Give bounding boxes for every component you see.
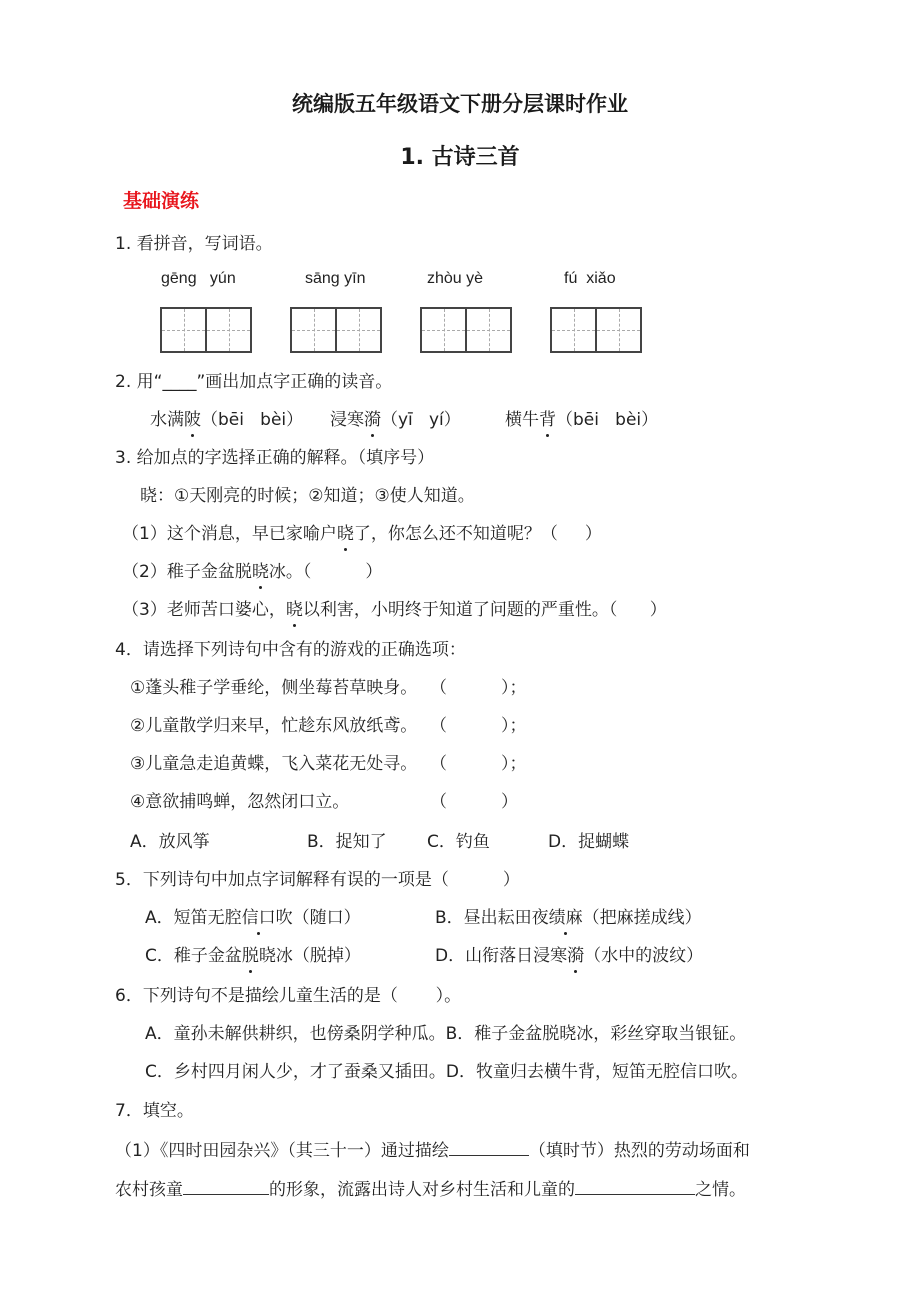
q6-options-row-2[interactable]: C．乡村四月闲人少，才了蚕桑又插田。D．牧童归去横牛背，短笛无腔信口吹。 (145, 1062, 748, 1082)
q4-answer-2[interactable]: （ ）； (430, 716, 527, 736)
q5-option-b[interactable] (435, 906, 702, 930)
q4-option-c[interactable]: C．钓鱼 (427, 832, 490, 852)
option-text: D．山衔落日浸寒 (435, 946, 568, 966)
grid-cell[interactable] (205, 309, 250, 351)
writing-grid-1[interactable] (160, 307, 252, 353)
q5-option-c[interactable] (145, 944, 361, 968)
q3-answer-paren[interactable]: 以利害，小明终于知道了问题的严重性。（ ） (302, 600, 667, 620)
q2-item-text: 横牛 (505, 410, 539, 430)
q2-item-2 (330, 408, 461, 432)
lesson-title: 1. 古诗三首 (400, 145, 520, 170)
q3-item-2 (122, 560, 382, 584)
q3-item-text: （1）这个消息，早已家喻户 (122, 524, 337, 544)
q5-option-d[interactable] (435, 944, 703, 968)
dotted-char: 信口 (241, 908, 276, 928)
q2-options[interactable]: （bēi bèi） (201, 410, 304, 430)
option-text: C．稚子金盆 (145, 946, 242, 966)
q4-answer-4[interactable]: （ ） (430, 792, 519, 812)
q4-prompt: 4．请选择下列诗句中含有的游戏的正确选项： (115, 640, 466, 660)
dotted-char: 漪 (364, 410, 381, 430)
dotted-char: 绩麻 (548, 908, 583, 928)
q4-option-d[interactable]: D．捉蝴蝶 (548, 832, 630, 852)
q5-prompt: 5．下列诗句中加点字词解释有误的一项是（ ） (115, 870, 520, 890)
grid-cell[interactable] (465, 309, 510, 351)
worksheet-title: 统编版五年级语文下册分层课时作业 (292, 92, 628, 116)
q2-options[interactable]: （yī yí） (381, 410, 461, 430)
dotted-char: 晓 (285, 600, 303, 620)
q2-prompt (115, 370, 392, 394)
fill-blank-feeling[interactable] (575, 1176, 695, 1195)
writing-grid-2[interactable] (290, 307, 382, 353)
q4-answer-1[interactable]: （ ）； (430, 678, 527, 698)
q7-prompt: 7．填空。 (115, 1101, 194, 1121)
grid-cell[interactable] (595, 309, 640, 351)
q6-options-row-1[interactable]: A．童孙未解供耕织，也傍桑阴学种瓜。B．稚子金盆脱晓冰，彩丝穿取当银钲。 (145, 1024, 747, 1044)
option-text: （把麻搓成线） (582, 908, 702, 928)
option-text: 晓冰（脱掉） (258, 946, 361, 966)
q7-text: 之情。 (695, 1180, 746, 1200)
grid-cell[interactable] (292, 309, 335, 351)
q1-pinyin-4: fú xiǎo (564, 270, 616, 287)
q5-option-a[interactable] (145, 906, 361, 930)
q4-item-3: ③儿童急走追黄蝶，飞入菜花无处寻。 (130, 754, 418, 774)
fill-blank-image[interactable] (183, 1176, 269, 1195)
q3-answer-paren[interactable]: 冰。（ ） (268, 562, 383, 582)
q2-item-1 (150, 408, 303, 432)
grid-cell[interactable] (335, 309, 380, 351)
q3-item-text: （3）老师苦口婆心， (122, 600, 286, 620)
q2-prompt-a: 2. 用“ (115, 372, 163, 392)
q3-answer-paren[interactable]: 了，你怎么还不知道呢？（ ） (353, 524, 602, 544)
q1-prompt: 1. 看拼音，写词语。 (115, 234, 273, 254)
q3-prompt: 3. 给加点的字选择正确的解释。（填序号） (115, 448, 435, 468)
option-text: B．昼出耘田夜 (435, 908, 549, 928)
q7-sub1-line1 (115, 1137, 750, 1163)
q7-text: 农村孩童 (115, 1180, 183, 1200)
dotted-char: 背 (539, 410, 556, 430)
option-text: （水中的波纹） (584, 946, 704, 966)
q6-prompt: 6．下列诗句不是描绘儿童生活的是（ ）。 (115, 986, 462, 1006)
q7-text: 的形象，流露出诗人对乡村生活和儿童的 (269, 1180, 575, 1200)
writing-grid-3[interactable] (420, 307, 512, 353)
q2-item-text: 浸寒 (330, 410, 364, 430)
q2-item-3 (505, 408, 658, 432)
q1-pinyin-3: zhòu yè (427, 270, 484, 287)
option-text: A．短笛无腔 (145, 908, 242, 928)
q7-text: （1）《四时田园杂兴》（其三十一）通过描绘 (115, 1141, 449, 1161)
grid-cell[interactable] (552, 309, 595, 351)
section-heading: 基础演练 (123, 190, 200, 212)
q4-option-a[interactable]: A．放风筝 (130, 832, 210, 852)
dotted-char: 晓 (336, 524, 354, 544)
q3-item-3 (122, 598, 667, 622)
fill-blank-season[interactable] (449, 1137, 529, 1156)
dotted-char: 脱 (241, 946, 259, 966)
q2-item-text: 水满 (150, 410, 184, 430)
q4-answer-3[interactable]: （ ）； (430, 754, 527, 774)
dotted-char: 漪 (567, 946, 585, 966)
q3-item-text: （2）稚子金盆脱 (122, 562, 252, 582)
q2-underline-sample: ____ (162, 372, 197, 392)
writing-grid-4[interactable] (550, 307, 642, 353)
q1-pinyin-1: gēng yún (161, 270, 236, 287)
q1-pinyin-2: sāng yīn (305, 270, 366, 287)
q7-text: （填时节）热烈的劳动场面和 (528, 1141, 750, 1161)
q3-item-1 (122, 522, 602, 546)
q4-option-b[interactable]: B．捉知了 (307, 832, 387, 852)
q4-item-2: ②儿童散学归来早，忙趁东风放纸鸢。 (130, 716, 418, 736)
dotted-char: 晓 (251, 562, 269, 582)
grid-cell[interactable] (162, 309, 205, 351)
dotted-char: 陂 (184, 410, 201, 430)
grid-cell[interactable] (422, 309, 465, 351)
option-text: 吹（随口） (275, 908, 361, 928)
q3-definition: 晓：①天刚亮的时候；②知道；③使人知道。 (140, 486, 475, 506)
q2-options[interactable]: （bēi bèi） (556, 410, 659, 430)
q4-item-4: ④意欲捕鸣蝉，忽然闭口立。 (130, 792, 350, 812)
q2-prompt-b: ”画出加点字正确的读音。 (196, 372, 393, 392)
q4-item-1: ①蓬头稚子学垂纶，侧坐莓苔草映身。 (130, 678, 418, 698)
q7-sub1-line2 (115, 1176, 746, 1202)
